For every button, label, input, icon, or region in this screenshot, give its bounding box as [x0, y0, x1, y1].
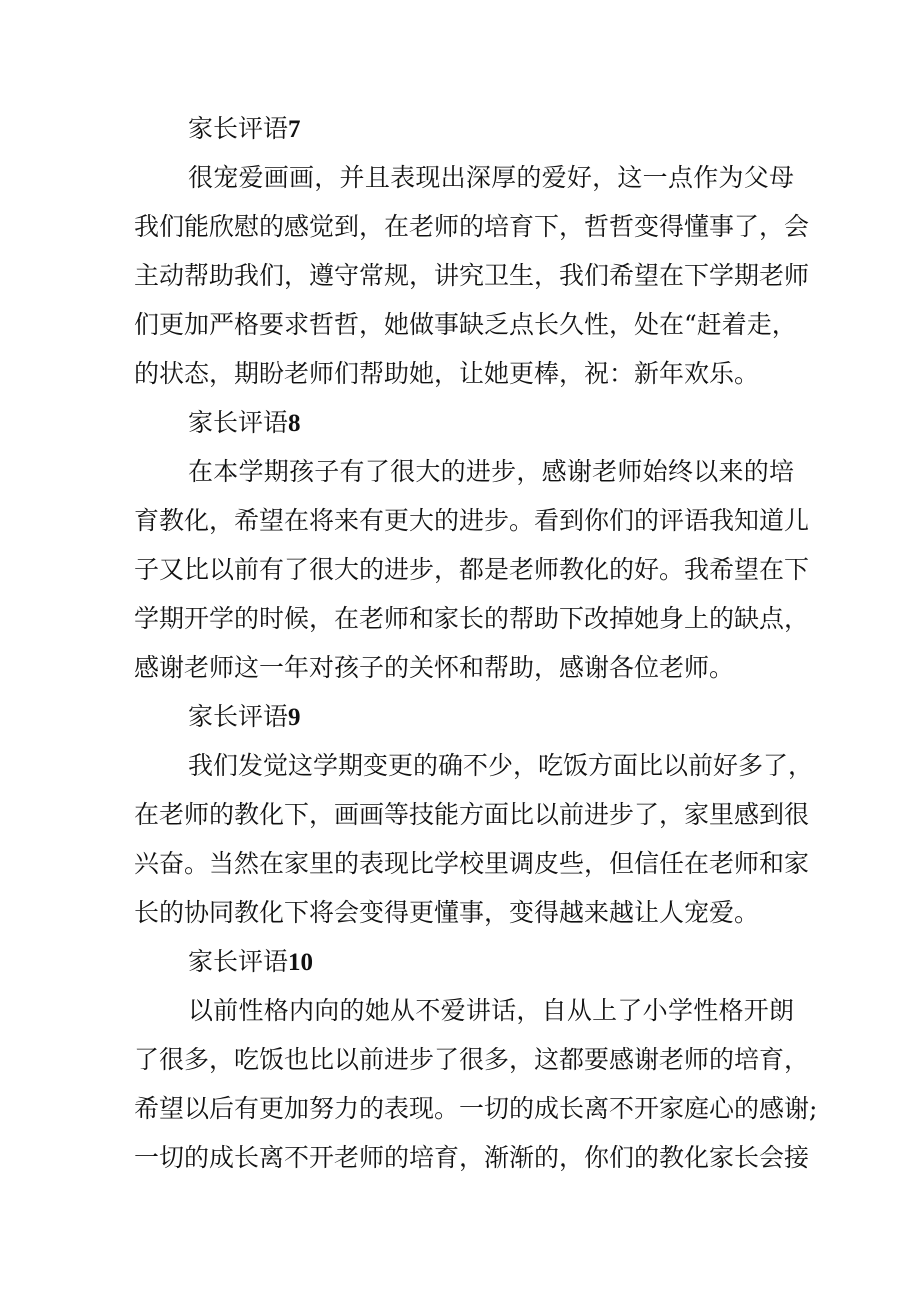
paragraph-line: 希望以后有更加努力的表现。一切的成长离不开家庭心的感谢;: [134, 1094, 818, 1123]
paragraph-line: 我们能欣慰的感觉到，在老师的培育下，哲哲变得懂事了，会: [134, 212, 810, 241]
section-heading-7: [134, 104, 794, 153]
paragraph-line: 的状态，期盼老师们帮助她，让她更棒，祝：新年欢乐。: [134, 359, 760, 388]
paragraph-line: 学期开学的时候，在老师和家长的帮助下改掉她身上的缺点，: [134, 604, 810, 633]
section-heading-text: 家长评语: [188, 114, 289, 143]
section-heading-10: [134, 937, 794, 986]
paragraph-line: 感谢老师这一年对孩子的关怀和帮助，感谢各位老师。: [134, 653, 735, 682]
paragraph-line: 以前性格内向的她从不爱讲话，自从上了小学性格开朗: [188, 996, 794, 1025]
paragraph-line: 我们发觉这学期变更的确不少，吃饭方面比以前好多了，: [188, 751, 814, 780]
section-heading-9: [134, 692, 794, 741]
paragraph-line: 主动帮助我们，遵守常规，讲究卫生，我们希望在下学期老师: [134, 261, 810, 290]
section-heading-8: [134, 398, 794, 447]
section-paragraph-8: [134, 447, 810, 692]
paragraph-line: 在本学期孩子有了很大的进步，感谢老师始终以来的培: [188, 457, 794, 486]
paragraph-line: 一切的成长离不开老师的培育，渐渐的，你们的教化家长会接: [134, 1143, 810, 1172]
paragraph-line: 很宠爱画画，并且表现出深厚的爱好，这一点作为父母: [188, 163, 794, 192]
section-paragraph-9: [134, 741, 814, 937]
section-heading-text: 家长评语: [188, 947, 289, 976]
section-heading-text: 家长评语: [188, 408, 289, 437]
section-heading-number: 9: [288, 704, 301, 731]
paragraph-line: 兴奋。当然在家里的表现比学校里调皮些，但信任在老师和家: [134, 849, 810, 878]
paragraph-line: 了很多，吃饭也比以前进步了很多，这都要感谢老师的培育，: [134, 1045, 810, 1074]
paragraph-line: 长的协同教化下将会变得更懂事，变得越来越让人宠爱。: [134, 898, 760, 927]
section-paragraph-10: [134, 986, 818, 1182]
paragraph-line: 在老师的教化下，画画等技能方面比以前进步了，家里感到很: [134, 800, 810, 829]
section-paragraph-7: [134, 153, 810, 398]
section-heading-number: 7: [288, 116, 301, 143]
section-heading-number: 10: [288, 949, 314, 976]
section-heading-number: 8: [288, 410, 301, 437]
paragraph-line: 育教化，希望在将来有更大的进步。看到你们的评语我知道儿: [134, 506, 810, 535]
section-heading-text: 家长评语: [188, 702, 289, 731]
paragraph-line: 子又比以前有了很大的进步，都是老师教化的好。我希望在下: [134, 555, 810, 584]
document-body: [134, 104, 818, 1182]
paragraph-line: 们更加严格要求哲哲，她做事缺乏点长久性，处在“赶着走，: [134, 310, 797, 339]
